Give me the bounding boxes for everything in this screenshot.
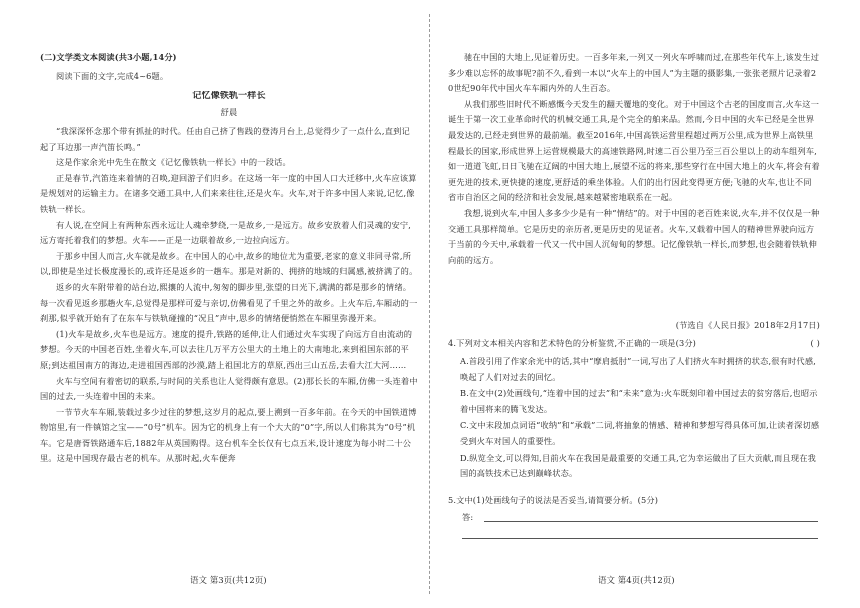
right-page bbox=[448, 0, 820, 608]
page-footer-right: 语文 第4页(共12页) bbox=[598, 576, 675, 586]
instruction: 阅读下面的文字,完成4~6题。 bbox=[56, 71, 169, 81]
paragraph: 返乡的火车附带着的站台边,熙攘的人流中,匆匆的脚步里,张望的日光下,满满的都是那乡的情绪。每一次看见返乡那趟火车,总觉得是那样可爱与亲切,仿佛看见了千里之外的故乡。上火车后,车厢动的一刹那,似乎就开始有了在东车与铁轨碰撞的“况且”声中,思乡的情绪便悄然在车厢里弥漫开来。 bbox=[40, 281, 418, 324]
paragraph: 有人说,在空间上有两种东西永远让人魂牵梦绕,一是故乡,一是远方。故乡安放着人们灵魂的安宁,远方寄托着我们的梦想。火车——正是一边联着故乡,一边拉向远方。 bbox=[40, 219, 412, 246]
left-page bbox=[40, 0, 418, 608]
left-body bbox=[40, 124, 418, 549]
paragraph: 从我们那些旧时代不断感慨今天发生的翻天覆地的变化。对于中国这个古老的国度而言,火车这一诞生于第一次工业革命时代的机械交通工具,是个完全的舶来品。然而,今日中国的火车已经是全世界最发达的,已经走到世界的最前端。截至2016年,中国高铁运营里程超过两万公里,成为世界上高铁里程最长的国家,形成世界上运营规模最大的高速铁路网,时速二百公里乃至三百公里以上的动车组列车,如一道道飞虹,日日飞驰在辽阔的中国大地上,展望不远的将来,那些穿行在中国大地上的火车,将会有着更先进的技术,更快捷的速度,更舒适的乘坐体验。人们的出行因此变得更方便;飞驰的火车,也让不同省市自治区之间的经济和社会发展,越来越紧密地联系在一起。 bbox=[448, 98, 820, 203]
paragraph: “我深深怀念那个带有抓扯的时代。任由自己挤了售践的登涛月台上,总觉得少了一点什么,直到记起了耳边那一声汽笛长鸣。” bbox=[40, 126, 410, 152]
right-body bbox=[448, 50, 820, 290]
paragraph: 驰在中国的大地上,见证着历史。一百多年来,一列又一列火车呼啸而过,在那些年代车上,该发生过多少难以忘怀的故事呢?前不久,看到一本以“火车上的中国人”为主题的摄影集,一张张老照片记录着20世纪90年代中国火车车厢内外的人生百态。 bbox=[448, 52, 820, 94]
answer-option: A.首段引用了作家余光中的话,其中“摩肩抵肘”一词,写出了人们挤火车时拥挤的状态,很有时代感,唤起了人们对过去的回忆。 bbox=[460, 356, 817, 382]
section-title: (二)文学类文本阅读(共3小题,14分) bbox=[40, 52, 177, 62]
paragraph: 我想,说到火车,中国人多多少少是有一种“情结”的。对于中国的老百姓来说,火车,并不仅仅是一种交通工具那样简单。它是历史的亲历者,更是历史的见证者。火车,又载着中国人的精神世界驶向远方于当前的今天中,承载着一代又一代中国人沉甸甸的梦想。记忆像铁轨一样长,而梦想,也会随着铁轨伸向前的远方。 bbox=[448, 207, 820, 265]
answer-label: 答: bbox=[462, 512, 474, 522]
answer-option: D.纵览全文,可以得知,目前火车在我国是最重要的交通工具,它为幸运做出了巨大贡献,而且现在我国的高铁技术已达到巅峰状态。 bbox=[460, 452, 816, 479]
answer-option: B.在文中(2)处画线句,“连着中国的过去”和“未来”意为:火车既刻印着中国过去的贫穷落后,也昭示着中国将来的腾飞发达。 bbox=[460, 388, 818, 414]
answer-option: C.文中末段加点词语“收纳”和“承载”二词,将抽象的情感、精神和梦想写得具体可加,让读者深切感受到火车对国人的重要性。 bbox=[460, 420, 820, 446]
article-author: 舒晨 bbox=[220, 107, 238, 117]
page-divider bbox=[429, 14, 430, 594]
question-5: 5.文中(1)处画线句子的说法是否妥当,请简要分析。(5分) bbox=[448, 495, 659, 505]
question-4-options bbox=[448, 354, 820, 504]
answer-line-2[interactable] bbox=[462, 538, 818, 539]
page-footer-left: 语文 第3页(共12页) bbox=[190, 576, 267, 586]
question-4-answer-paren: ( ) bbox=[810, 338, 820, 348]
article-title: 记忆像铁轨一样长 bbox=[192, 91, 266, 101]
paragraph: 一节节火车车厢,装载过多少过往的梦想,这岁月的起点,要上溯到一百多年前。在今天的中国铁道博物馆里,有一件镇馆之宝——“0号”机车。因为它的机身上有一个大大的“0”字,所以人们称其为“0号”机车。它是唐胥铁路通车后,1882年从英国购得。这台机车全长仅有七点五米,设计速度为每小时二十公里。这是中国现存最古老的机车。从那时起,火车便奔 bbox=[40, 406, 417, 464]
paragraph: 火车与空间有着密切的联系,与时间的关系也让人觉得颇有意思。(2)那长长的车厢,仿佛一头连着中国的过去,一头连着中国的未来。 bbox=[40, 375, 418, 402]
paragraph: 正是春节,汽笛连来着情的召唤,迎回游子们归乡。在这场一年一度的中国人口大迁移中,火车应该算是规划对的运输主力。在诸多交通工具中,人们来来往往,还是火车。火车,对于许多中国人来说,记忆,像铁轨一样长。 bbox=[40, 172, 417, 214]
question-4: 4.下列对文本相关内容和艺术特色的分析鉴赏,不正确的一项是(3分) bbox=[448, 338, 697, 348]
paragraph: (1)火车是故乡,火车也是远方。速度的提升,铁路的延伸,让人们通过火车实现了向远方自由流动的梦想。今天的中国老百姓,坐着火车,可以去往几万平方公里大的土地上的大南地北,来到祖国东部的平原;到达祖国南方的海边,走进祖国西部的沙漠,踏上祖国北方的草原,西出三山五岳,去看大江大河…… bbox=[40, 328, 413, 370]
answer-line-1[interactable] bbox=[484, 521, 818, 522]
paragraph: 这是作家余光中先生在散文《记忆像铁轨一样长》中的一段话。 bbox=[56, 157, 291, 168]
paragraph: 于那乡中国人而言,火车就是故乡。在中国人的心中,故乡的地位尤为重要,老家的意义非同寻常,所以,即使是坐过长极度漫长的,或许还是返乡的一趟车。那是对新的、拥挤的地域的归属感,被挤满了的。 bbox=[40, 250, 418, 277]
source-citation: (节选自《人民日报》2018年2月17日) bbox=[675, 320, 820, 330]
